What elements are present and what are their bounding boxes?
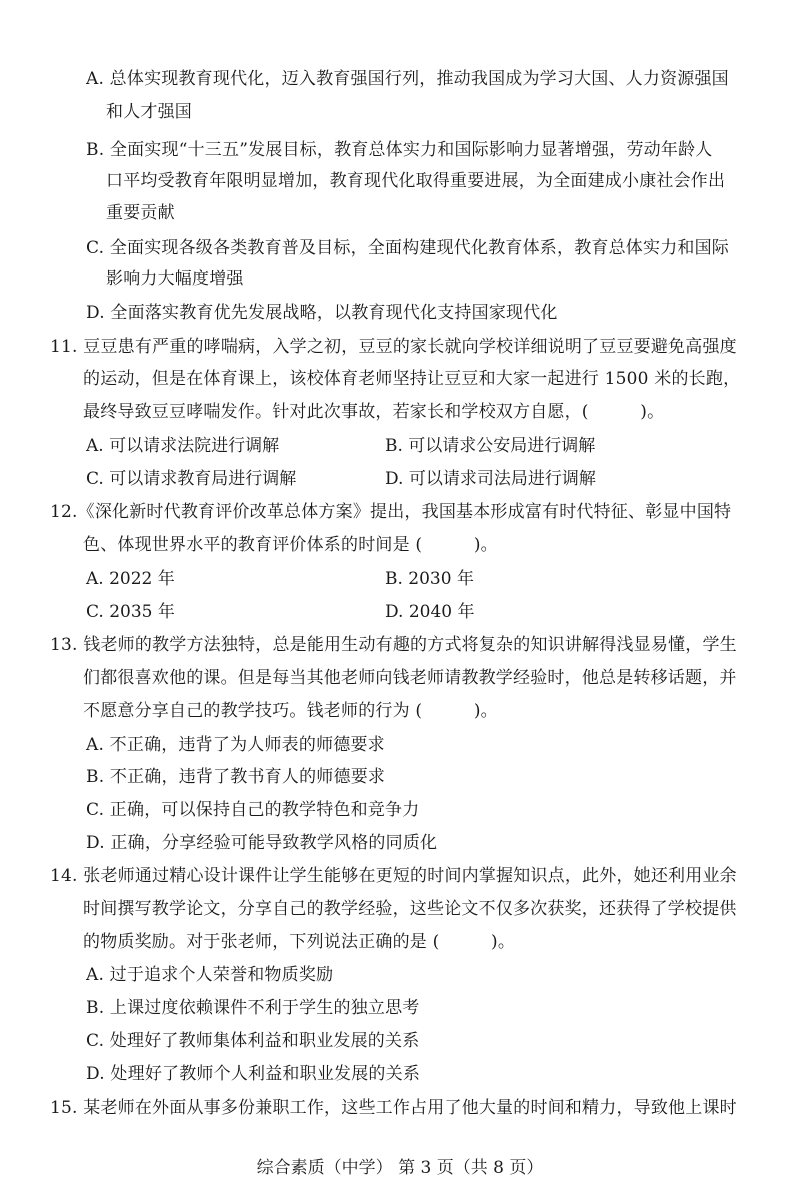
q11-option-c: C. 可以请求教育局进行调解 xyxy=(86,469,297,489)
q11-option-a: A. 可以请求法院进行调解 xyxy=(86,436,280,456)
q10-option-c-line1: C. 全面实现各级各类教育普及目标，全面构建现代化教育体系，教育总体实力和国际 xyxy=(86,238,730,258)
q11-option-b: B. 可以请求公安局进行调解 xyxy=(385,436,596,456)
q10-option-a-line1: A. 总体实现教育现代化，迈入教育强国行列，推动我国成为学习大国、人力资源强国 xyxy=(86,69,729,89)
q10-option-b-line3: 重要贡献 xyxy=(106,203,175,223)
q14-option-d: D. 处理好了教师个人利益和职业发展的关系 xyxy=(86,1064,421,1084)
q13-stem-line3: 不愿意分享自己的教学技巧。钱老师的行为 ( )。 xyxy=(83,701,498,721)
q10-option-b-line2: 口平均受教育年限明显增加，教育现代化取得重要进展，为全面建成小康社会作出 xyxy=(106,171,726,191)
page-footer: 综合素质（中学） 第 3 页（共 8 页） xyxy=(256,1158,544,1178)
q13-option-c: C. 正确，可以保持自己的教学特色和竞争力 xyxy=(86,800,420,820)
q12-stem-line1: 12.《深化新时代教育评价改革总体方案》提出，我国基本形成富有时代特征、彰显中国特 xyxy=(50,502,732,522)
q12-option-d: D. 2040 年 xyxy=(385,602,475,622)
q13-option-a: A. 不正确，违背了为人师表的师德要求 xyxy=(86,735,385,755)
q11-stem-line1: 11. 豆豆患有严重的哮喘病，入学之初，豆豆的家长就向学校详细说明了豆豆要避免高强度 xyxy=(50,337,737,357)
q14-option-a: A. 过于追求个人荣誉和物质奖励 xyxy=(86,965,334,985)
q12-option-b: B. 2030 年 xyxy=(385,569,474,589)
q12-stem-line2: 色、体现世界水平的教育评价体系的时间是 ( )。 xyxy=(83,535,498,555)
q14-stem-line2: 时间撰写教学论文，分享自己的教学经验，这些论文不仅多次获奖，还获得了学校提供 xyxy=(83,899,737,919)
q14-stem-line1: 14. 张老师通过精心设计课件让学生能够在更短的时间内掌握知识点，此外，她还利用业余 xyxy=(50,866,737,886)
q14-option-c: C. 处理好了教师集体利益和职业发展的关系 xyxy=(86,1031,420,1051)
q10-option-c-line2: 影响力大幅度增强 xyxy=(106,269,244,289)
q10-option-d-line1: D. 全面落实教育优先发展战略，以教育现代化支持国家现代化 xyxy=(86,303,558,323)
q14-stem-line3: 的物质奖励。对于张老师，下列说法正确的是 ( )。 xyxy=(83,932,516,952)
q10-option-a-line2: 和人才强国 xyxy=(106,102,192,122)
q15-stem-line1: 15. 某老师在外面从事多份兼职工作，这些工作占用了他大量的时间和精力，导致他上课时 xyxy=(50,1098,737,1118)
q12-option-c: C. 2035 年 xyxy=(86,602,175,622)
q13-stem-line1: 13. 钱老师的教学方法独特，总是能用生动有趣的方式将复杂的知识讲解得浅显易懂，学生 xyxy=(50,635,737,655)
q11-stem-line2: 的运动，但是在体育课上，该校体育老师坚持让豆豆和大家一起进行 1500 米的长跑， xyxy=(83,369,741,389)
q13-option-b: B. 不正确，违背了教书育人的师德要求 xyxy=(86,767,386,787)
q11-option-d: D. 可以请求司法局进行调解 xyxy=(385,469,596,489)
q13-stem-line2: 们都很喜欢他的课。但是每当其他老师向钱老师请教教学经验时，他总是转移话题，并 xyxy=(83,668,737,688)
q12-option-a: A. 2022 年 xyxy=(86,569,175,589)
q13-option-d: D. 正确，分享经验可能导致教学风格的同质化 xyxy=(86,833,438,853)
q11-stem-line3: 最终导致豆豆哮喘发作。针对此次事故，若家长和学校双方自愿，( )。 xyxy=(83,402,665,422)
q10-option-b-line1: B. 全面实现“十三五”发展目标，教育总体实力和国际影响力显著增强，劳动年龄人 xyxy=(86,140,713,160)
q14-option-b: B. 上课过度依赖课件不利于学生的独立思考 xyxy=(86,998,420,1018)
